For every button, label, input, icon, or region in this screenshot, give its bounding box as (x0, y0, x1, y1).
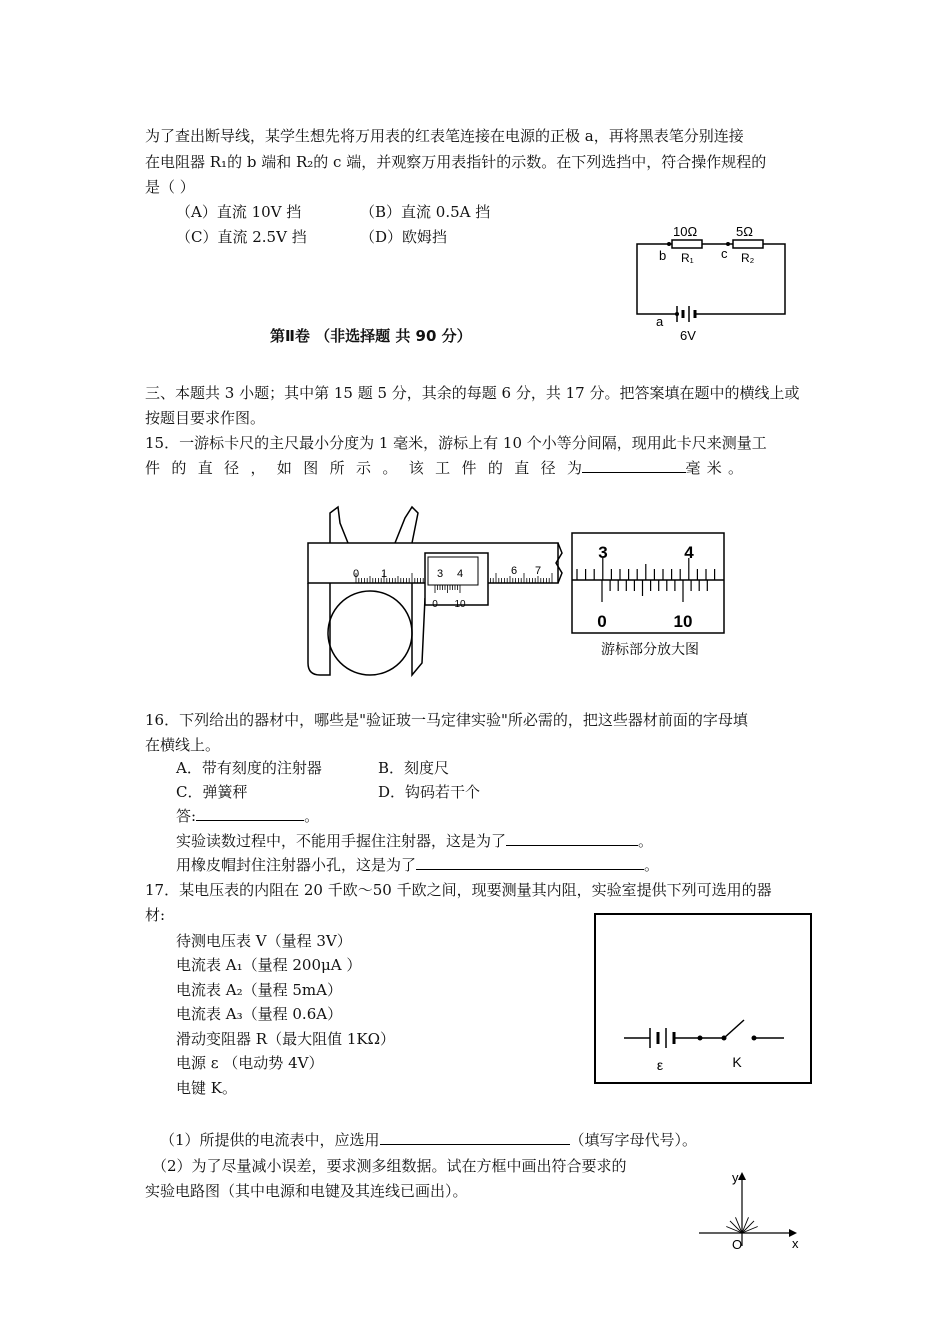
velocity-ray (742, 1221, 754, 1233)
origin-label: O (732, 1237, 743, 1252)
switch-label: K (732, 1054, 742, 1070)
q16-text-line-1: 16．下列给出的器材中，哪些是"验证玻一马定律实验"所必需的，把这些器材前面的字母填 (145, 711, 748, 729)
section-3-text-line-2: 按题目要求作图。 (145, 409, 266, 427)
main-tick-label: 1 (380, 568, 388, 580)
battery-voltage: 6V (680, 328, 696, 343)
q14-text-line-3: 是（ ） (145, 178, 195, 196)
node-a-label: a (656, 314, 664, 329)
q16-answer-line (176, 806, 319, 826)
q16-statement-1 (176, 831, 653, 851)
q14-option-a: （A）直流 10V 挡 (176, 203, 302, 221)
q17-equipment-item: 电流表 A₂（量程 5mA） (176, 981, 342, 999)
q17-text-line-2: 材: (145, 906, 166, 924)
q14-text-line-1: 为了查出断导线，某学生想先将万用表的红表笔连接在电源的正极 a，再将黑表笔分别连接 (145, 127, 744, 145)
zoom-vernier-label: 10 (673, 612, 693, 631)
q16-answer-blank[interactable] (196, 806, 304, 821)
q16-answer-end: 。 (304, 807, 320, 825)
workpiece (328, 591, 412, 675)
r2-label: R₂ (741, 251, 755, 265)
q16-s2-text: 用橡皮帽封住注射器小孔，这是为了 (176, 856, 417, 874)
main-tick-label: 7 (534, 565, 542, 577)
q16-answer-label: 答: (176, 807, 197, 825)
vernier-caliper-figure (300, 503, 730, 683)
q17-equipment-item: 电流表 A₃（量程 0.6A） (176, 1005, 343, 1023)
q16-option-c: C．弹簧秤 (176, 783, 248, 801)
zoom-main-label: 4 (684, 543, 694, 562)
q17-p1-blank[interactable] (380, 1130, 570, 1145)
q17-equipment-item: 电源 ε （电动势 4V） (176, 1054, 324, 1072)
xy-axes-figure (694, 1168, 809, 1253)
r1-value: 10Ω (673, 224, 698, 239)
x-axis-label: x (792, 1236, 799, 1251)
q16-s2-blank[interactable] (416, 855, 644, 870)
q16-s1-text: 实验读数过程中，不能用手握住注射器，这是为了 (176, 832, 507, 850)
q16-statement-2 (176, 855, 659, 875)
resistor-r1 (672, 240, 702, 248)
q17-source-switch-symbol (594, 913, 812, 1084)
q16-option-b: B．刻度尺 (378, 759, 450, 777)
q17-text-line-1: 17．某电压表的内阻在 20 千欧～50 千欧之间，现要测量其内阻，实验室提供下列可选用的器 (145, 881, 772, 899)
q17-part-2-line-2: 实验电路图（其中电源和电键及其连线已画出）。 (145, 1182, 468, 1200)
q17-part-1 (160, 1130, 697, 1150)
q17-equipment-item: 电键 K。 (176, 1079, 237, 1097)
main-tick-label: 4 (456, 568, 464, 580)
main-tick-label: 0 (352, 568, 360, 580)
node-c-label: c (721, 246, 728, 261)
vernier-tick-label: 10 (454, 599, 466, 610)
zoom-caption: 游标部分放大图 (601, 641, 699, 657)
q17-p1-prefix: （1）所提供的电流表中，应选用 (160, 1131, 380, 1149)
velocity-ray (730, 1221, 742, 1233)
q15-text-line-2 (145, 458, 743, 478)
q17-equipment-item: 电流表 A₁（量程 200μA ） (176, 956, 362, 974)
q16-s2-end: 。 (644, 856, 660, 874)
q15-answer-blank[interactable] (582, 458, 686, 473)
vernier-zoom-box (572, 533, 724, 633)
q15-line2-suffix: 毫米。 (685, 459, 743, 477)
q14-option-c: （C）直流 2.5V 挡 (176, 228, 307, 246)
q17-part-2-line-1: （2）为了尽量减小误差，要求测多组数据。试在方框中画出符合要求的 (152, 1157, 627, 1175)
q16-option-d: D．钩码若干个 (378, 783, 481, 801)
q16-option-a: A．带有刻度的注射器 (176, 759, 322, 777)
vernier-tick-label: 0 (432, 599, 438, 610)
section-2-title: 第Ⅱ卷 （非选择题 共 90 分） (270, 327, 472, 345)
r2-value: 5Ω (736, 224, 753, 239)
section-3-text-line-1: 三、本题共 3 小题；其中第 15 题 5 分，其余的每题 6 分，共 17 分。把答案填在题中的横线上或 (145, 384, 800, 402)
main-tick-label: 6 (510, 565, 518, 577)
node-b-label: b (659, 248, 667, 263)
switch-blade (724, 1020, 744, 1038)
q14-text-line-2: 在电阻器 R₁的 b 端和 R₂的 c 端，并观察万用表指针的示数。在下列选挡中，符合操作规程的 (145, 153, 767, 171)
q16-s1-blank[interactable] (506, 831, 638, 846)
zoom-main-label: 3 (598, 543, 608, 562)
r1-label: R₁ (681, 251, 694, 265)
q15-line2-prefix: 件的直径，如图所示。该工件的直径为 (145, 459, 582, 477)
zoom-vernier-label: 0 (597, 612, 607, 631)
battery-symbol (677, 306, 695, 322)
q14-option-d: （D）欧姆挡 (360, 228, 448, 246)
q17-equipment-item: 滑动变阻器 R（最大阻值 1KΩ） (176, 1030, 396, 1048)
q16-text-line-2: 在横线上。 (145, 736, 221, 754)
q16-s1-end: 。 (638, 832, 654, 850)
q15-text-line-1: 15．一游标卡尺的主尺最小分度为 1 毫米，游标上有 10 个小等分间隔，现用此卡尺来测量工 (145, 434, 767, 452)
main-tick-label: 3 (436, 568, 444, 580)
source-label: ε (656, 1057, 664, 1073)
resistor-r2 (733, 240, 763, 248)
q17-equipment-item: 待测电压表 V（量程 3V） (176, 932, 352, 950)
q14-circuit-diagram (625, 222, 795, 347)
q17-p1-suffix: （填写字母代号）。 (569, 1131, 698, 1149)
q14-option-b: （B）直流 0.5A 挡 (360, 203, 491, 221)
y-axis-label: y (732, 1170, 739, 1185)
